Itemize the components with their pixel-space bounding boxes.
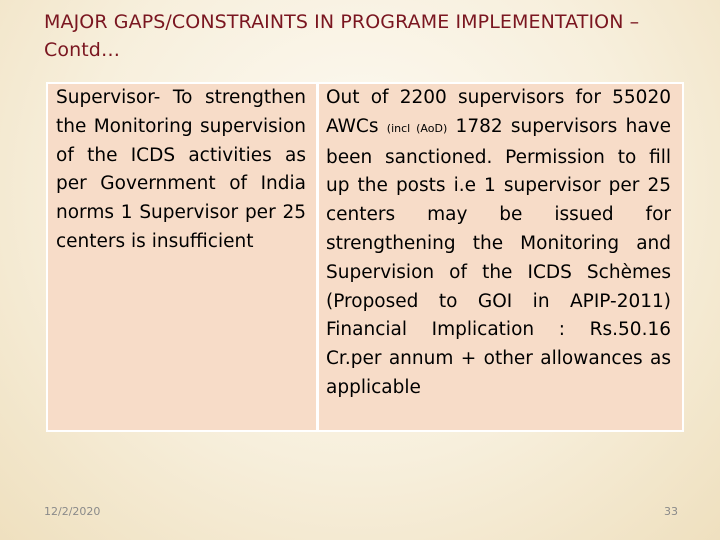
footer-date: 12/2/2020 (44, 505, 101, 518)
details-text-part2: 1782 supervisors have been sanctioned. Permission to fill up the posts i.e 1 supervisor per 25 centers may be issued for strengthening the Monitoring and Supervision of the ICDS Schèmes (Proposed to GOI in APIP-2011) Financial Implication : Rs.50.16 Cr.per annum + other allowances as applicable (326, 115, 671, 398)
slide-title: MAJOR GAPS/CONSTRAINTS IN PROGRAME IMPLEMENTATION – Contd… (44, 11, 640, 61)
details-small-note: (incl (AoD) (386, 121, 448, 135)
table-cell-details (319, 84, 682, 430)
details-text-part1: Out of 2200 supervisors for 55020 AWCs (326, 87, 671, 137)
table-cell-issue: Supervisor- To strengthen the Monitoring supervision of the ICDS activities as per Government of India norms 1 Supervisor per 25 centers is insufficient (48, 84, 316, 430)
footer-page-number: 33 (664, 505, 678, 518)
content-table (46, 82, 684, 432)
